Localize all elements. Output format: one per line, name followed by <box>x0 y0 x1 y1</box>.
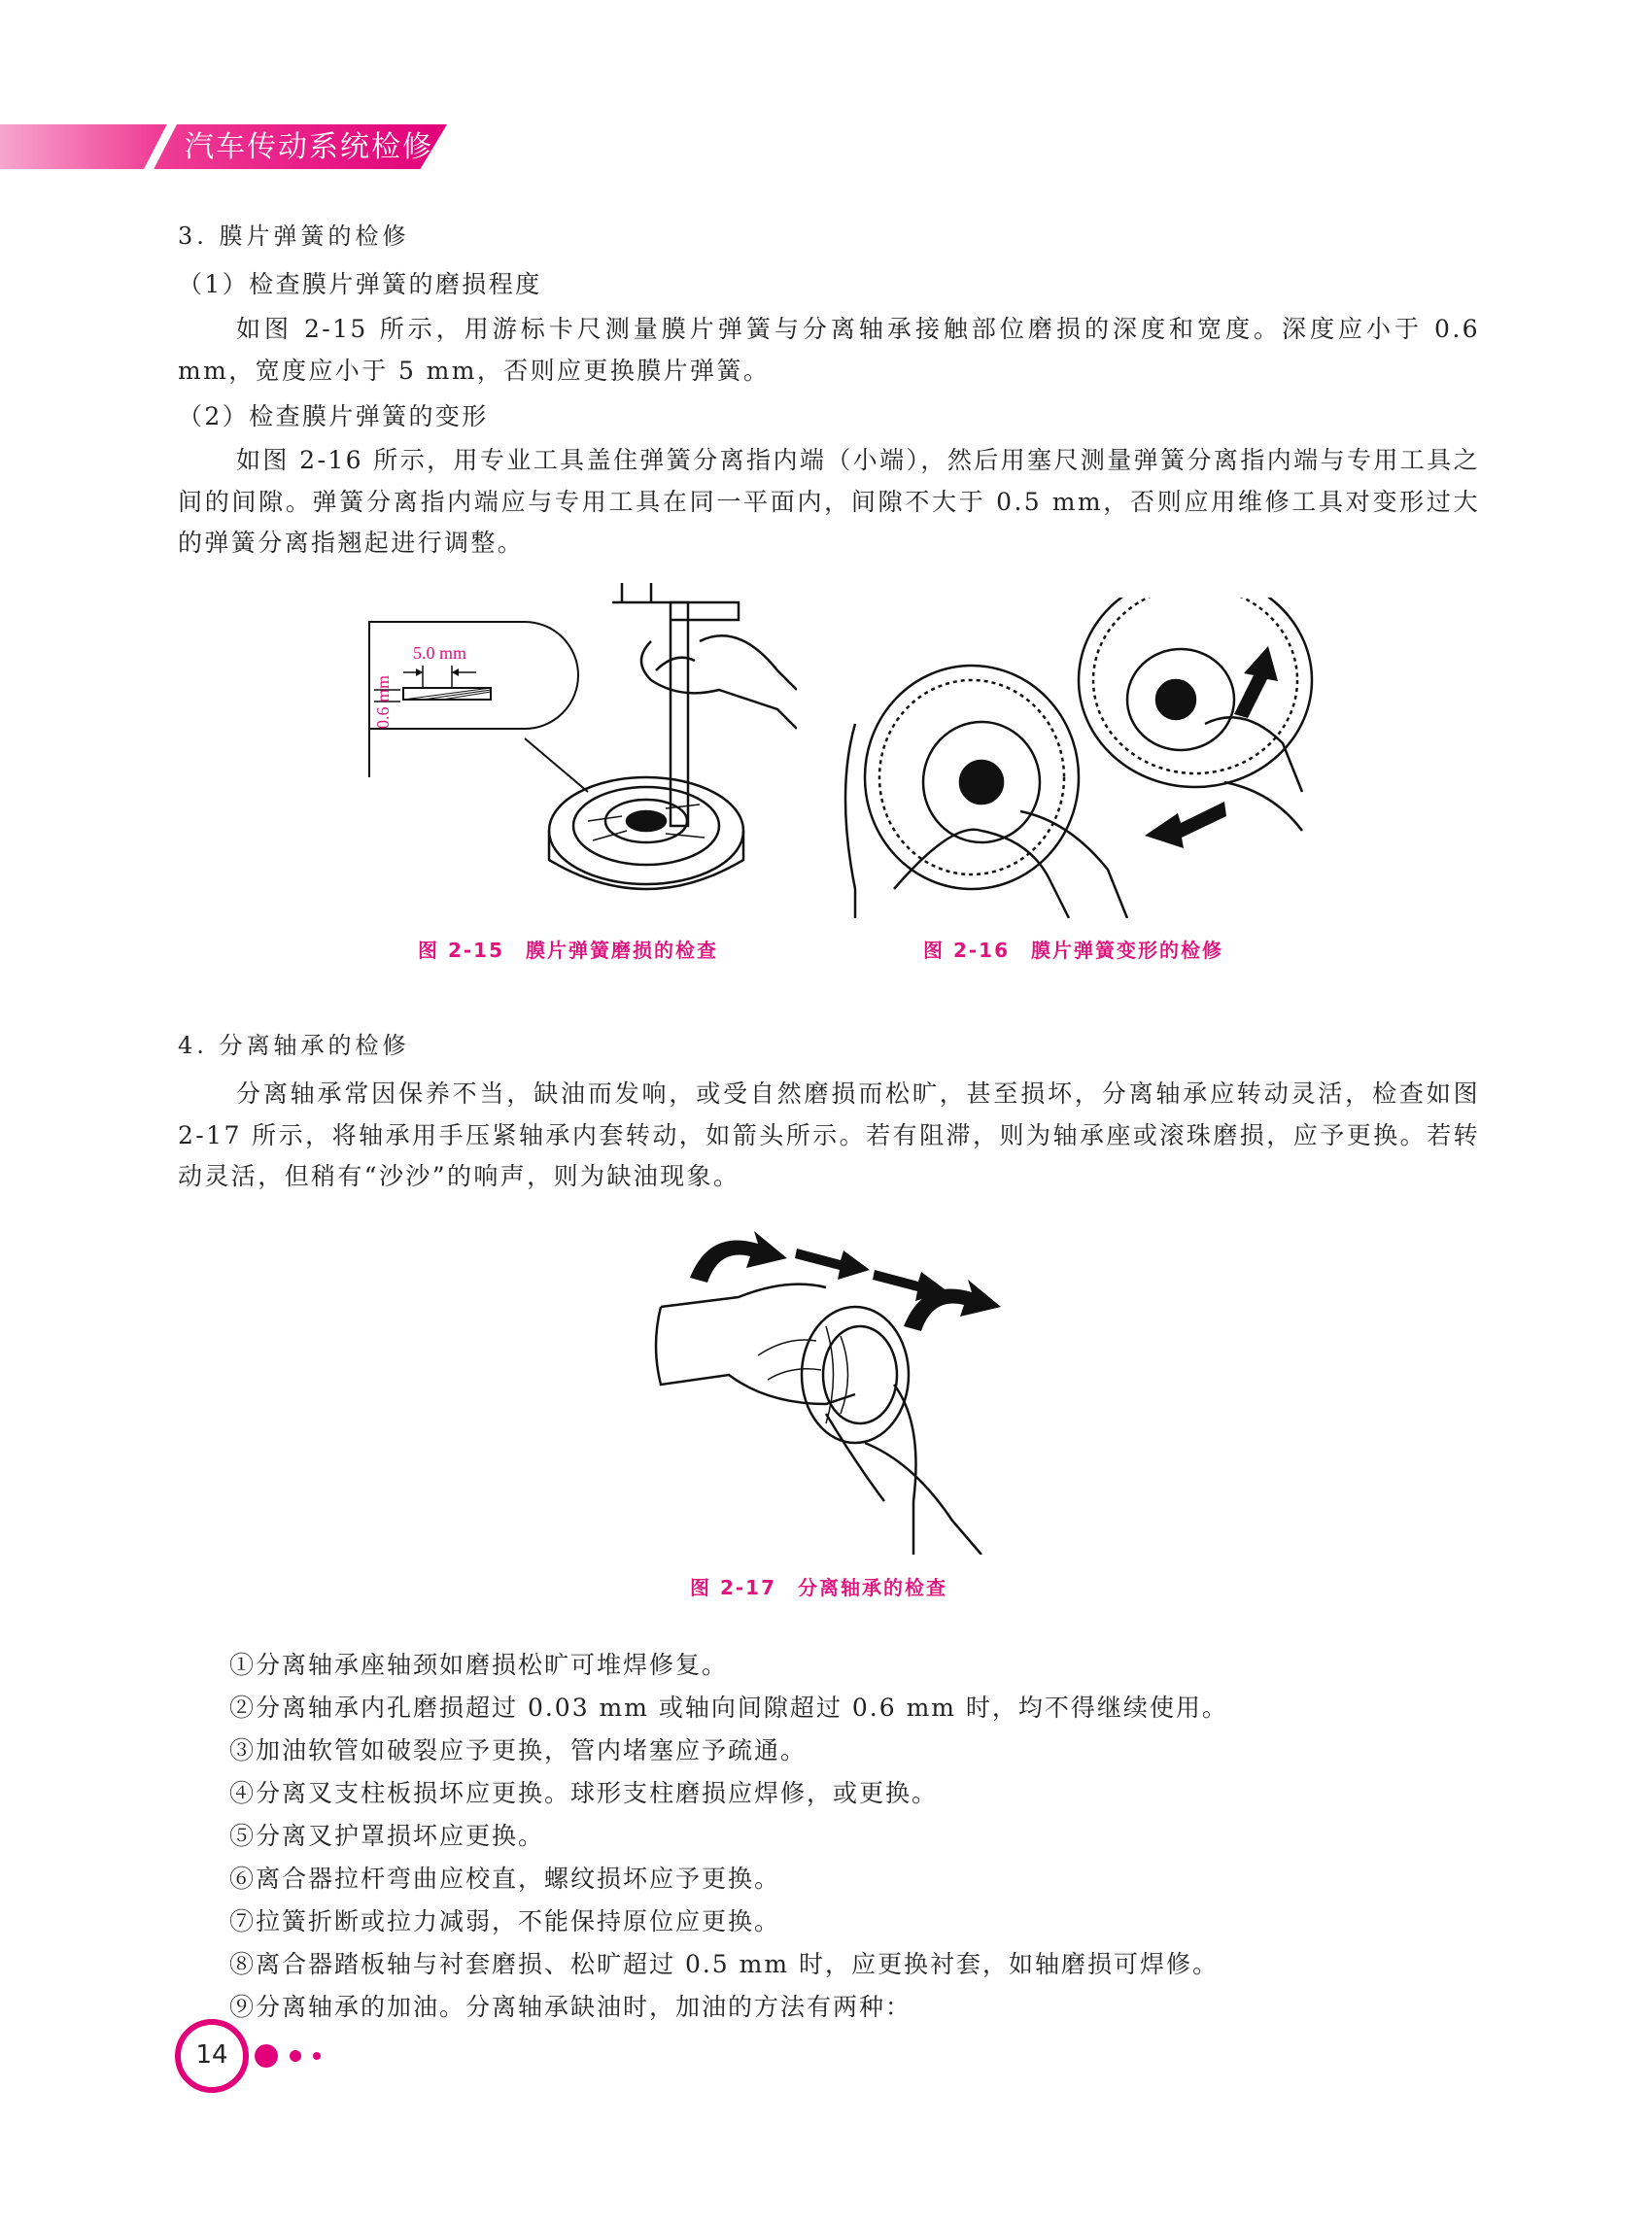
list-item: ⑦拉簧折断或拉力减弱，不能保持原位应更换。 <box>229 1907 781 1935</box>
list-item: ①分离轴承座轴颈如磨损松旷可堆焊修复。 <box>229 1651 729 1679</box>
running-header-title: 汽车传动系统检修 <box>185 130 433 164</box>
page-number: 14 <box>175 2019 249 2093</box>
list-item: ⑥离合器拉杆弯曲应校直，螺纹损坏应予更换。 <box>229 1865 781 1893</box>
figure-2-16-illustration <box>836 598 1322 918</box>
figure-2-16-caption: 图 2-16 膜片弹簧变形的检修 <box>923 939 1224 962</box>
list-item: ②分离轴承内孔磨损超过 0.03 mm 或轴向间隙超过 0.6 mm 时，均不得继续使用。 <box>229 1694 1228 1722</box>
list-item: ④分离叉支柱板损坏应更换。球形支柱磨损应焊修，或更换。 <box>229 1779 939 1807</box>
list-item: ③加油软管如破裂应予更换，管内堵塞应予疏通。 <box>229 1736 808 1764</box>
section3-para1: 如图 2-15 所示，用游标卡尺测量膜片弹簧与分离轴承接触部位磨损的深度和宽度。深度应小于 0.6 mm，宽度应小于 5 mm，否则应更换膜片弹簧。 <box>178 315 1480 385</box>
figure-2-17-caption: 图 2-17 分离轴承的检查 <box>690 1576 948 1599</box>
section3-heading: 3. 膜片弹簧的检修 <box>178 223 410 250</box>
page-dot-medium <box>290 2050 301 2062</box>
figure-2-15-illustration <box>330 583 797 913</box>
section4-para: 分离轴承常因保养不当，缺油而发响，或受自然磨损而松旷，甚至损坏，分离轴承应转动灵活，检查如图 2-17 所示，将轴承用手压紧轴承内套转动，如箭头所示。若有阻滞，则为轴承座或滚珠磨损，应予更换。若转动灵活，但稍有“沙沙”的响声，则为缺油现象。 <box>178 1079 1480 1190</box>
list-item: ⑧离合器踏板轴与衬套磨损、松旷超过 0.5 mm 时，应更换衬套，如轴磨损可焊修。 <box>229 1950 1220 1978</box>
figure-2-15-caption: 图 2-15 膜片弹簧磨损的检查 <box>418 939 719 962</box>
page-dot-large <box>255 2044 278 2068</box>
figure-2-17-illustration <box>632 1210 1011 1555</box>
section4-heading: 4. 分离轴承的检修 <box>178 1032 410 1059</box>
page-dot-small <box>313 2052 321 2060</box>
figure-2-15-depth-label: 0.6 mm <box>373 674 393 729</box>
section3-sub2: （2）检查膜片弹簧的变形 <box>178 402 489 430</box>
section3-para2: 如图 2-16 所示，用专业工具盖住弹簧分离指内端（小端），然后用塞尺测量弹簧分离指内端与专用工具之间的间隙。弹簧分离指内端应与专用工具在同一平面内，间隙不大于 0.5 mm，否则应用维修工具对变形过大的弹簧分离指翘起进行调整。 <box>178 446 1480 557</box>
list-item: ⑨分离轴承的加油。分离轴承缺油时，加油的方法有两种： <box>229 1993 912 2021</box>
section3-sub1: （1）检查膜片弹簧的磨损程度 <box>178 270 542 298</box>
figure-2-15-width-label: 5.0 mm <box>413 643 467 663</box>
list-item: ⑤分离叉护罩损坏应更换。 <box>229 1822 545 1850</box>
